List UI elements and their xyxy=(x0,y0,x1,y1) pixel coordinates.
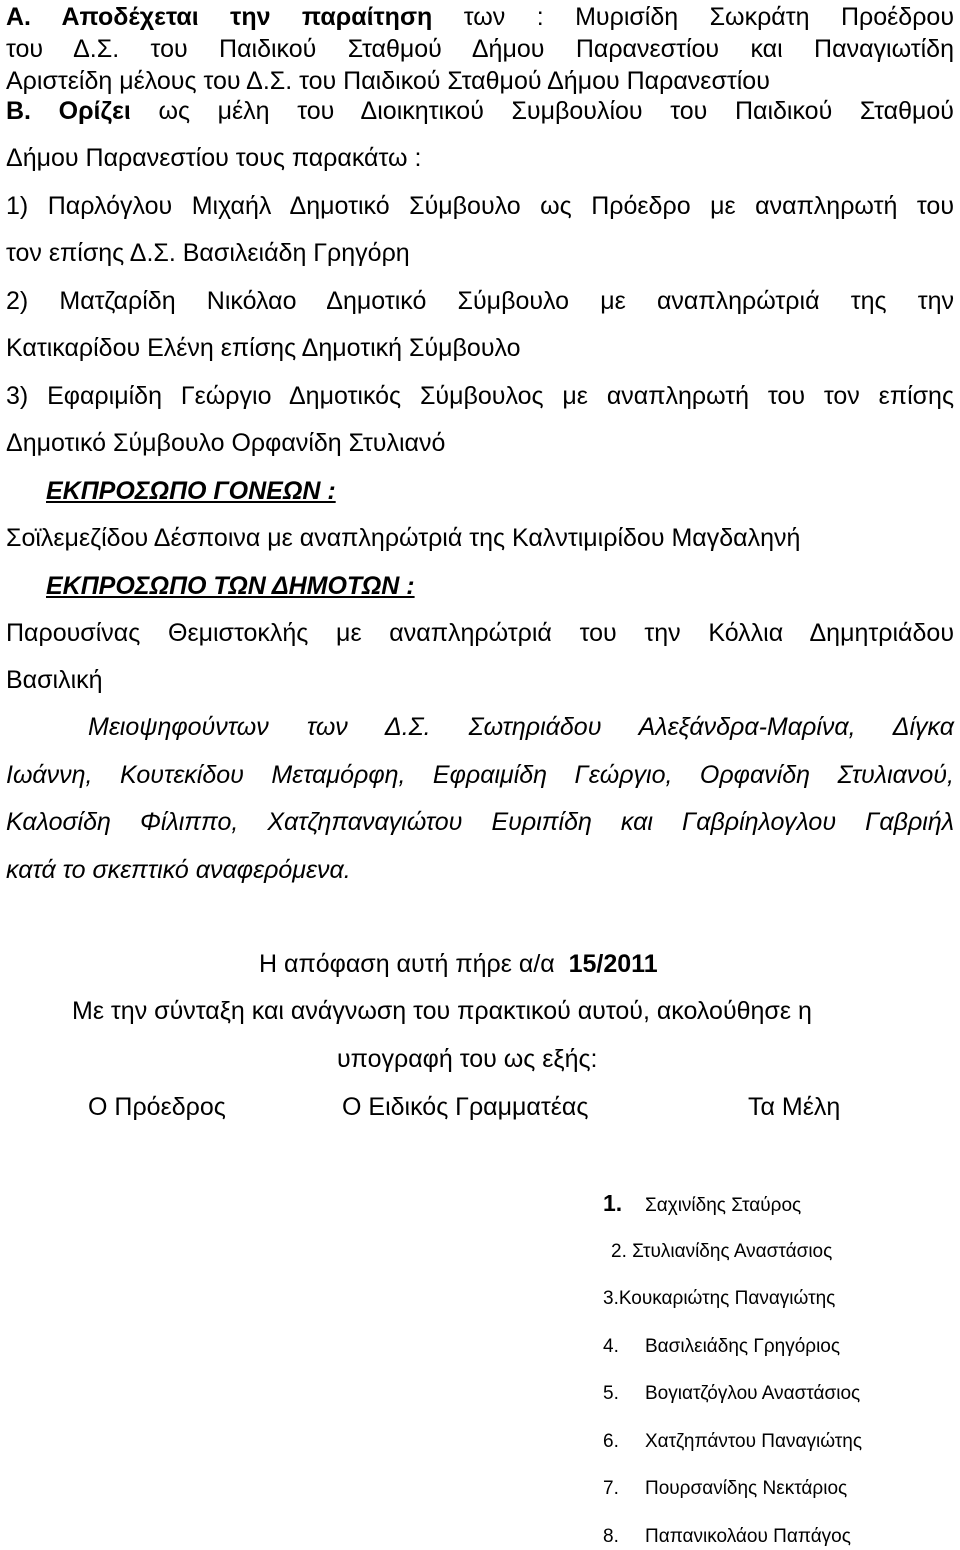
minority-line-4: κατά το σκεπτικό αναφερόμενα. xyxy=(6,856,351,884)
minority-line-2: Ιωάννη, Κουτεκίδου Μεταμόρφη, Εφραιμίδη Γεώργιο, Ορφανίδη Στυλιανού, xyxy=(6,761,954,789)
signature-members: Τα Μέλη xyxy=(748,1093,841,1121)
member-row xyxy=(603,1430,862,1454)
item-2-line-2: Κατικαρίδου Ελένη επίσης Δημοτική Σύμβουλο xyxy=(6,334,521,362)
member-name: Χατζηπάντου Παναγιώτης xyxy=(645,1431,862,1452)
item-3-line-1: 3) Εφαριμίδη Γεώργιο Δημοτικός Σύμβουλος με αναπληρωτή του τον επίσης xyxy=(6,382,954,410)
decision-b-line-1-rest: ως μέλη του Διοικητικού Συμβουλίου του Παιδικού Σταθμού xyxy=(158,97,954,125)
member-number: 8. xyxy=(603,1526,619,1547)
decision-a-line-2: του Δ.Σ. του Παιδικού Σταθμού Δήμου Παρανεστίου και Παναγιωτίδη xyxy=(6,35,954,63)
member-row xyxy=(603,1477,847,1501)
member-name: Παπανικολάου Παπάγος xyxy=(645,1526,851,1547)
minority-line-3: Καλοσίδη Φίλιππο, Χατζηπαναγιώτου Ευριπίδη και Γαβρίηλογλου Γαβριήλ xyxy=(6,808,954,836)
closing-line-2: Με την σύνταξη και ανάγνωση του πρακτικού αυτού, ακολούθησε η xyxy=(72,997,812,1025)
member-number: 6. xyxy=(603,1431,619,1452)
member-row xyxy=(603,1525,851,1549)
member-row xyxy=(603,1382,860,1406)
member-name: Βογιατζόγλου Αναστάσιος xyxy=(645,1383,861,1404)
member-row xyxy=(611,1240,832,1264)
decision-b-line-1 xyxy=(6,96,954,126)
member-number: 1. xyxy=(603,1190,623,1216)
member-name: Πουρσανίδης Νεκτάριος xyxy=(645,1478,848,1499)
decision-a-line-3: Αριστείδη μέλους του Δ.Σ. του Παιδικού Σταθμού Δήμου Παρανεστίου xyxy=(6,67,770,95)
decision-number-text: Η απόφαση αυτή πήρε α/α xyxy=(259,950,555,978)
closing-line-3: υπογραφή του ως εξής: xyxy=(337,1045,598,1073)
item-1-line-1: 1) Παρλόγλου Μιχαήλ Δημοτικό Σύμβουλο ως Πρόεδρο με αναπληρωτή του xyxy=(6,192,954,220)
signature-secretary: Ο Ειδικός Γραμματέας xyxy=(342,1093,589,1121)
decision-number: 15/2011 xyxy=(568,950,658,978)
minority-line-1: Μειοψηφούντων των Δ.Σ. Σωτηριάδου Αλεξάνδρα-Μαρίνα, Δίγκα xyxy=(88,713,954,741)
member-name: Σαχινίδης Σταύρος xyxy=(645,1195,802,1216)
item-3-line-2: Δημοτικό Σύμβουλο Ορφανίδη Στυλιανό xyxy=(6,429,446,457)
member-number: 3. xyxy=(603,1288,619,1309)
decision-a-line-1-rest: των : Μυρισίδη Σωκράτη Προέδρου xyxy=(463,3,954,31)
parents-rep-text: Σοϊλεμεζίδου Δέσποινα με αναπληρώτριά της Καλντιμιρίδου Μαγδαληνή xyxy=(6,524,801,552)
member-name: Στυλιανίδης Αναστάσιος xyxy=(632,1241,833,1262)
parents-rep-heading: ΕΚΠΡΟΣΩΠΟ ΓΟΝΕΩΝ : xyxy=(46,477,336,505)
decision-number-line xyxy=(259,949,658,979)
member-name: Κουκαριώτης Παναγιώτης xyxy=(618,1288,836,1309)
member-row xyxy=(603,1191,801,1218)
item-1-line-2: τον επίσης Δ.Σ. Βασιλειάδη Γρηγόρη xyxy=(6,239,410,267)
citizens-rep-heading: ΕΚΠΡΟΣΩΠΟ ΤΩΝ ΔΗΜΟΤΩΝ : xyxy=(46,572,415,600)
member-number: 5. xyxy=(603,1383,619,1404)
member-row xyxy=(603,1335,840,1359)
member-row xyxy=(603,1287,835,1311)
signature-president: Ο Πρόεδρος xyxy=(88,1093,226,1121)
decision-b-label: Β. Ορίζει xyxy=(6,97,131,125)
citizens-rep-line-2: Βασιλική xyxy=(6,666,103,694)
decision-a-label: Α. Αποδέχεται την παραίτηση xyxy=(6,3,433,31)
member-number: 2. xyxy=(611,1241,627,1262)
member-name: Βασιλειάδης Γρηγόριος xyxy=(645,1336,841,1357)
decision-a-line-1 xyxy=(6,2,954,32)
member-number: 7. xyxy=(603,1478,619,1499)
citizens-rep-line-1: Παρουσίνας Θεμιστοκλής με αναπληρώτριά του την Κόλλια Δημητριάδου xyxy=(6,619,954,647)
item-2-line-1: 2) Ματζαρίδη Νικόλαο Δημοτικό Σύμβουλο με αναπληρώτριά της την xyxy=(6,287,954,315)
decision-b-line-2: Δήμου Παρανεστίου τους παρακάτω : xyxy=(6,144,422,172)
member-number: 4. xyxy=(603,1336,619,1357)
